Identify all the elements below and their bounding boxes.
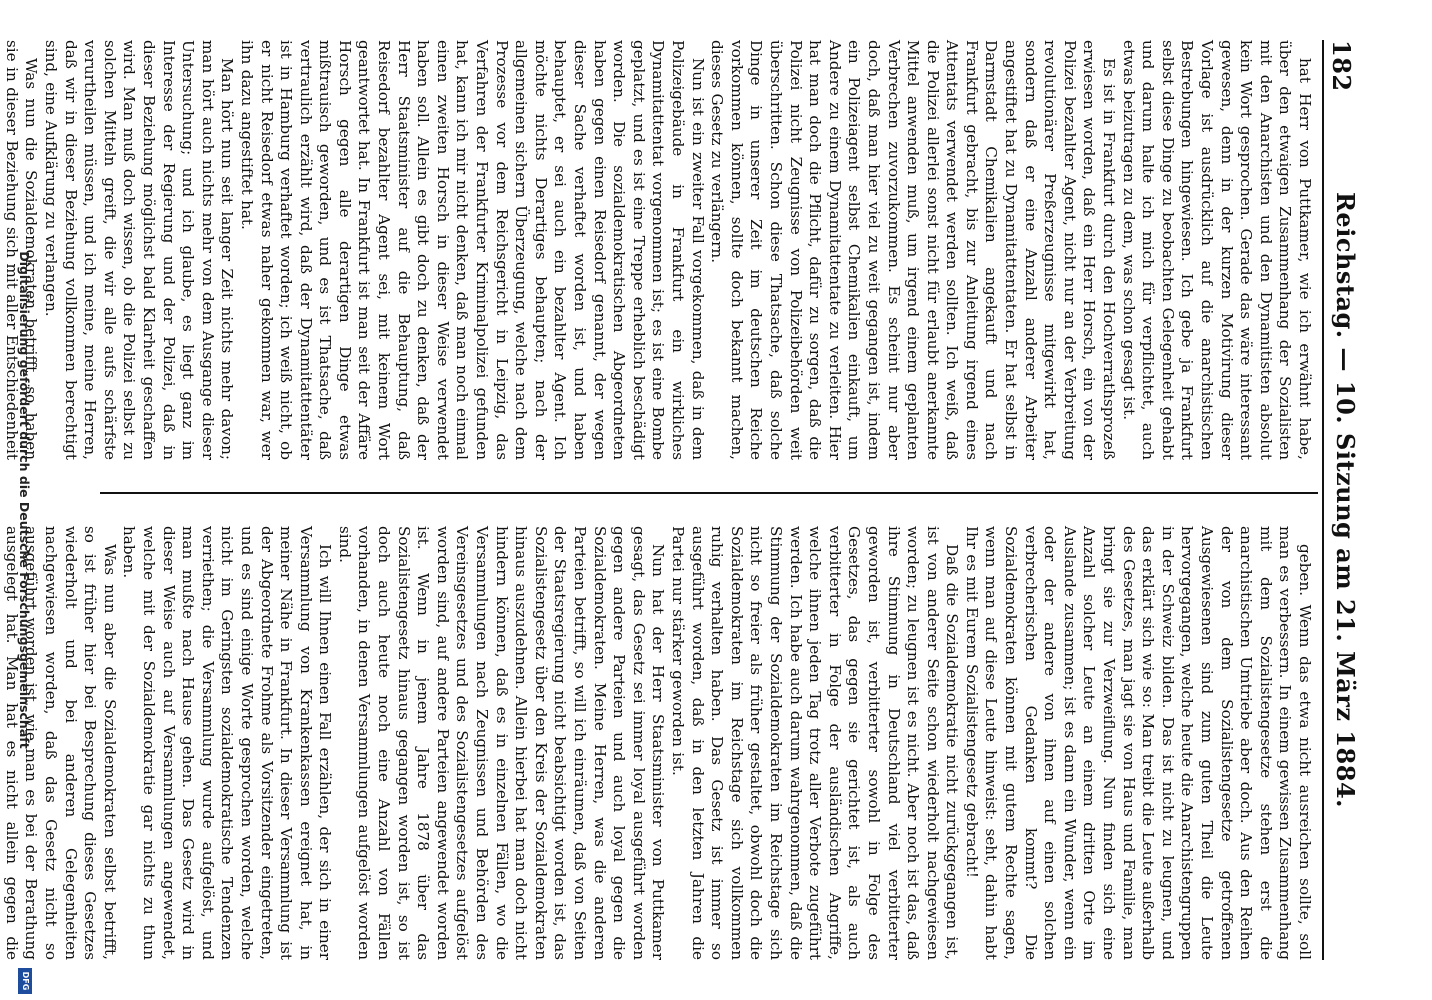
dfg-logo-icon: DFG: [18, 968, 32, 994]
running-head: Reichstag. — 10. Sitzung am 21. März 1884.: [1331, 191, 1360, 808]
paragraph: Es ist in Frankfurt durch den Hochverrathsprozeß erwiesen worden, daß ein Herr Horsch, ein von der Polizei bezahlter Agent, nicht nur an der Verbreitung revolutionärer Preßerzeugnisse mitgewirkt hat, sondern daß er eine Anzahl anderer Arbeiter angestiftet hat zu Dynamitattentaten. Er hat selbst in Darmstadt Chemikalien angekauft und nach Frankfurt gebracht, bis zur Anleitung irgend eines Attentats verwendet werden sollten. Ich weiß, daß die Polizei allerlei sonst nicht für erlaubt anerkannte Mittel anwenden muß, um irgend einem geplanten Verbrechen zuvorzukommen. Es scheint nur aber doch, daß man hier viel zu weit gegangen ist, indem ein Polizeiagent selbst Chemikalien einkauft, um Andere zu einem Dynamitattentate zu verleiten. Hier hat man doch die Pflicht, dafür zu sorgen, daß die Polizei nicht Zeugnisse von Polizeibehörden weit überschritten. Schon diese Thatsache, daß solche Dinge in unserer Zeit im deutschen Reiche vorkommen können, sollte doch bekannt machen, dieses Gesetz zu verlängern.: [708, 40, 1119, 460]
left-text-column: [2, 40, 1314, 460]
paragraph: hat Herr von Puttkamer, wie ich erwähnt habe, über den etwaigen Zusammenhang der Sozialisten mit den Anarchisten und den Dynamitisten absolut kein Wort gesprochen. Gerade das wäre interessant gewesen, denn in der kurzen Motivirung dieser Vorlage ist ausdrücklich auf die anarchistischen Bestrebungen hingewiesen. Ich gebe ja Frankfurt selbst diese Dinge zu beobachten Gelegenheit gehabt und darum halte ich mich für verpflichtet, auch etwas beizutragen zu dem, was schon gesagt ist.: [1119, 40, 1314, 460]
paragraph: Was nun die Sozialdemokraten betrifft, so haben sie in dieser Beziehung sich mit aller Entschiedenheit: [2, 40, 41, 460]
paragraph: Ich will Ihnen einen Fall erzählen, der sich in einer Versammlung von Krankenkassen ereignet hat, in meiner Nähe in Frankfurt. In dieser Versammlung ist der Abgeordnete Frohme als Vorsitzender eingetreten, und es sind einige Worte gesprochen worden, welche nicht im Geringsten sozialdemokratische Tendenzen verriethen; die Versammlung wurde aufgelöst, und man mußte nach Hause gehen. Das Gesetz wird in dieser Weise auch auf Versammlungen angewendet, welche mit der Sozialdemokratie gar nichts zu thun haben.: [120, 526, 335, 960]
paragraph: geben. Wenn das etwa nicht ausreichen sollte, soll man es verbessern. In einem gewissen Zusammenhang mit dem Sozialistengesetze stehen erst die anarchistischen Umtriebe aber doch. Aus den Reihen der von dem Sozialistengesetze getroffenen Ausgewiesenen sind zum guten Theil die Leute hervorgegangen, welche heute die Anarchistengruppen in der Schweiz bilden. Das ist nicht zu leugnen, und das erklärt sich wie so: Man treibt die Leute außerhalb des Gesetzes, man jagt sie von Haus und Familie, man bringt sie zur Verzweiflung. Nun finden sich eine Anzahl solcher Leute an einem dritten Orte im Auslande zusammen; ist es dann ein Wunder, wenn ein oder der andere von ihnen auf einen solchen verbrecherischen Gedanken kommt? Die Sozialdemokraten können mit gutem Rechte sagen, wenn man auf diese Leute hinweist: seht, dahin habt Ihr es mit Eurem Sozialistengesetz gebracht!: [962, 526, 1314, 960]
column-divider: [100, 492, 1318, 494]
page-header: [1326, 40, 1360, 960]
page-number: 182: [1327, 40, 1356, 92]
paragraph: Daß die Sozialdemokratie nicht zurückgegangen ist, ist von anderer Seite schon wiederholt nachgewiesen worden; zu leugnen ist es nicht. Aber noch ist das, daß ihre Stimmung in Deutschland viel verbitterter geworden ist, verbitterter sowohl in Folge des Gesetzes, das gegen sie gerichtet ist, als auch verbitterter in Folge der ausländischen Angriffe, welche ihnen jeden Tag trotz aller Verbote zugeführt werden. Ich habe auch darum wahrgenommen, daß die Stimmung der Sozialdemokraten im Reichstage sich nicht so freier als früher gestaltet, obwohl doch die Sozialdemokraten im Reichstage sich vollkommen ruhig verhalten haben. Das Gesetz ist immer so ausgeführt worden, daß in den letzten Jahren die Partei nur stärker geworden ist.: [669, 526, 962, 960]
paragraph: Nun hat der Herr Staatsminister von Puttkamer gesagt, das Gesetz sei immer loyal ausgeführt worden gegen andere Parteien und auch loyal gegen die Sozialdemokraten. Meine Herren, was die anderen Parteien betrifft, so will ich einräumen, daß von Seiten der Staatsregierung nicht beabsichtigt worden ist, das Sozialistengesetz über den Kreis der Sozialdemokraten hinaus auszudehnen. Allein hierbei hat man doch nicht hindern können, daß es in einzelnen Fällen, wo die Versammlungen nach Zeugnissen und Behörden des Vereinsgesetzes und des Sozialistengesetzes aufgelöst worden sind, auf andere Parteien angewendet worden ist. Wenn in jenem Jahre 1878 über das Sozialistengesetz hinaus gegangen worden ist, so ist doch auch heute noch eine Anzahl von Fällen vorhanden, in denen Versammlungen aufgelöst worden sind.: [335, 526, 668, 960]
header-rule: [1322, 40, 1324, 960]
paragraph: Man hört nun seit langer Zeit nichts mehr davon; man hört auch nichts mehr von dem Ausgange dieser Untersuchung; und ich glaube, es liegt ganz im Interesse der Regierung und der Polizei, daß in dieser Beziehung möglichst bald Klarheit geschaffen wird. Man muß doch wissen, ob die Polizei selbst zu solchen Mitteln greift, die wir alle aufs schärfste verurtheilen müssen, und ich meine, meine Herren, daß wir in dieser Beziehung vollkommen berechtigt sind, eine Aufklärung zu verlangen.: [42, 40, 237, 460]
paragraph: Nun ist ein zweiter Fall vorgekommen, daß in dem Polizeigebäude in Frankfurt ein wirkliches Dynamitattentat vorgenommen ist; es ist eine Bombe geplatzt, und es ist eine Treppe erheblich beschädigt worden. Die sozialdemokratischen Abgeordneten haben gegen einen Reisedorf genannt, der wegen dieser Sache verhaftet worden ist, und haben behauptet, er sei auch ein bezahlter Agent. Ich möchte nichts Derartiges behaupten; nach der allgemeinen sichern Überzeugung, welche nach dem Prozesse vor dem Reichsgericht in Leipzig, das Verfahren der Frankfurter Kriminalpolizei gefunden hat, kann ich mir nicht denken, daß man noch einmal einen zweiten Horsch in dieser Weise verwendet haben soll. Allein es gibt doch zu denken, daß der Herr Staatsminister auf die Behauptung, daß Reisedorf bezahlter Agent sei, mit keinem Wort geantwortet hat. In Frankfurt ist man seit der Affäre Horsch gegen alle derartigen Dinge etwas mißtrauisch geworden, und es ist Thatsache, daß vertraulich erzählt wird, daß der Dynamitattentäter ist in Hamburg verhaftet worden; ich weiß nicht, ob er nicht Reisedorf etwas naher gekommen war, wer ihn dazu angestiftet hat.: [237, 40, 707, 460]
right-text-column: [2, 526, 1314, 960]
digitization-credit: Digitalisierung gefördert durch die Deutsche Forschungsgemeinschaft: [17, 251, 32, 749]
paragraph: Was nun aber die Sozialdemokraten selbst betrifft, so ist früher hier bei Besprechung dieses Gesetzes wiederholt und bei anderen Gelegenheiten nachgewiesen worden, daß das Gesetz nicht so ausgeführt worden ist, wie man es bei der Berathung ausgelegt hat. Man hat es nicht allein gegen die: [2, 526, 119, 960]
